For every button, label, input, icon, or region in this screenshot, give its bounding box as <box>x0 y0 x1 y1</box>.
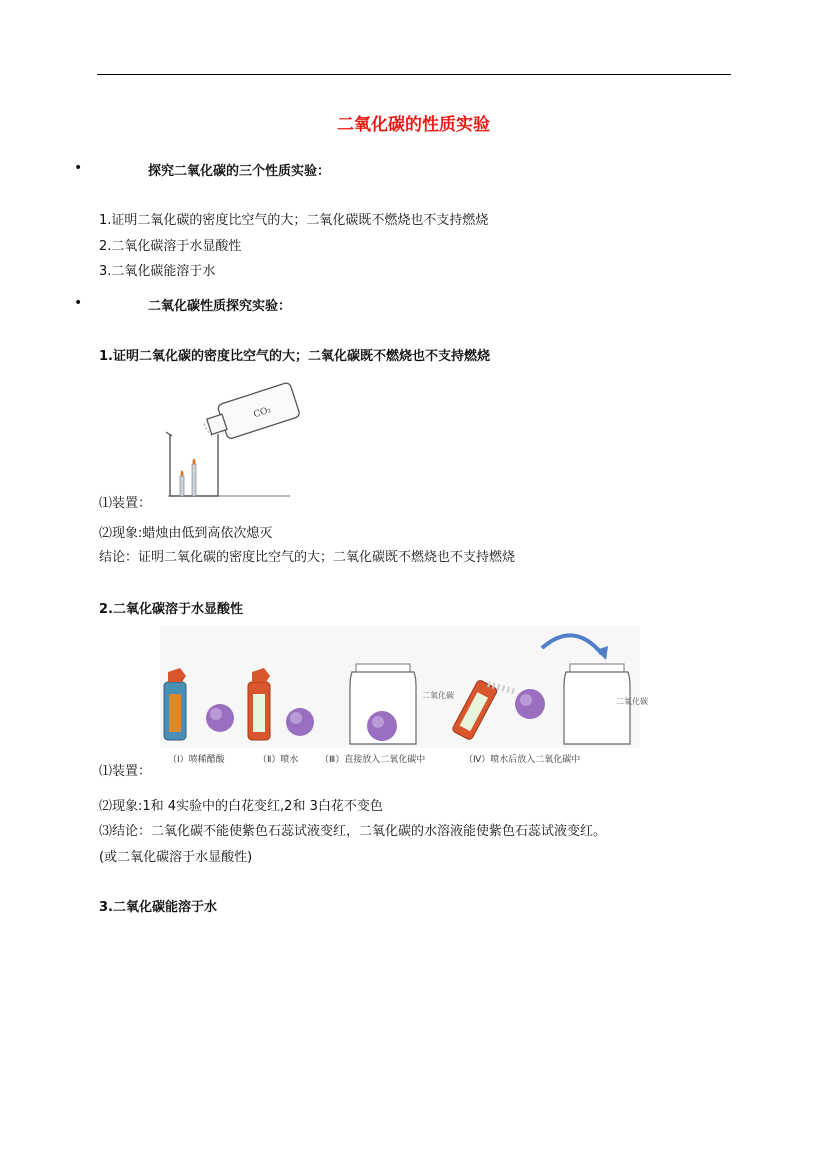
exp3-heading: 3.二氧化碳能溶于水 <box>99 900 217 915</box>
header-rule <box>97 74 731 75</box>
jar-label-4: 二氧化碳 <box>616 697 648 706</box>
bullet-text: 二氧化碳性质探究实验： <box>148 299 292 314</box>
exp2-conclusion: ⑶结论：二氧化碳不能使紫色石蕊试液变红，二氧化碳的水溶液能使紫色石蕊试液变红。 <box>99 824 607 839</box>
exp2-phenomenon: ⑵现象:1和 4实验中的白花变红,2和 3白花不变色 <box>99 799 383 814</box>
co2-bottle-label: CO₂ <box>252 405 273 421</box>
overview-line-2: 2.二氧化碳溶于水显酸性 <box>99 239 242 254</box>
bullet-dot: • <box>74 160 83 176</box>
exp2-heading: 2.二氧化碳溶于水显酸性 <box>99 602 243 617</box>
exp1-heading: 1.证明二氧化碳的密度比空气的大；二氧化碳既不燃烧也不支持燃烧 <box>99 349 490 364</box>
caption-3: （Ⅲ）直接放入二氧化碳中 <box>320 755 426 765</box>
caption-4: （Ⅳ）喷水后放入二氧化碳中 <box>464 755 581 765</box>
bullet-text: 探究二氧化碳的三个性质实验： <box>148 164 331 179</box>
page-title: 二氧化碳的性质实验 <box>337 115 490 135</box>
exp1-apparatus-figure <box>160 378 300 500</box>
exp1-device-label: ⑴装置： <box>99 496 152 511</box>
exp2-note: (或二氧化碳溶于水显酸性) <box>99 850 253 865</box>
caption-2: （Ⅱ）喷水 <box>258 755 299 765</box>
overview-line-1: 1.证明二氧化碳的密度比空气的大；二氧化碳既不燃烧也不支持燃烧 <box>99 213 489 228</box>
overview-line-3: 3.二氧化碳能溶于水 <box>99 264 216 279</box>
exp1-conclusion: 结论：证明二氧化碳的密度比空气的大；二氧化碳既不燃烧也不支持燃烧 <box>99 550 516 565</box>
exp1-phenomenon: ⑵现象:蜡烛由低到高依次熄灭 <box>99 526 273 541</box>
exp2-device-label: ⑴装置： <box>99 764 152 779</box>
bullet-dot: • <box>74 295 83 311</box>
jar-label-3: 二氧化碳 <box>422 691 454 700</box>
exp2-apparatus-figure <box>160 626 648 748</box>
caption-1: （Ⅰ）喷稀醋酸 <box>168 755 225 765</box>
